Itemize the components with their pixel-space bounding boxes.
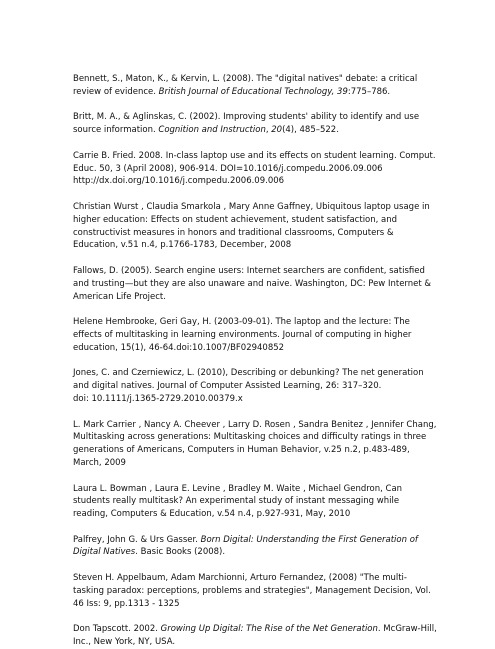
reference-text: :775–786. [347, 86, 391, 97]
reference-line [73, 457, 475, 470]
reference-line [73, 291, 475, 304]
reference-entry [73, 150, 475, 188]
reference-text: Jones, C. and Czerniewicz, L. (2010), Describing or debunking? The net generation [73, 368, 424, 379]
reference-line [73, 201, 475, 214]
reference-text: constructivist measures in honors and traditional classrooms, Computers & [73, 227, 394, 238]
reference-line [73, 73, 475, 86]
reference-line [73, 329, 475, 342]
reference-line [73, 342, 475, 355]
reference-line [73, 175, 475, 188]
reference-line [73, 86, 475, 99]
reference-text: higher education: Effects on student achievement, student satisfaction, and [73, 214, 398, 225]
reference-italic-text: 20 [271, 125, 283, 136]
reference-line [73, 636, 475, 649]
reference-text: L. Mark Carrier , Nancy A. Cheever , Larry D. Rosen , Sandra Benitez , Jennifer Chang, [73, 419, 437, 430]
reference-text: tasking paradox: perceptions, problems and strategies", Management Decision, Vol. [73, 585, 431, 596]
reference-entry [73, 316, 475, 354]
reference-text: Educ. 50, 3 (April 2008), 906-914. DOI=10.1016/j.compedu.2006.09.006 [73, 163, 383, 174]
reference-text: Fallows, D. (2005). Search engine users: Internet searchers are confident, satisfied [73, 265, 425, 276]
reference-text: Bennett, S., Maton, K., & Kervin, L. (2008). The "digital natives" debate: a critical [73, 74, 418, 84]
reference-text: Multitasking across generations: Multitasking choices and difficulty ratings in three [73, 432, 427, 443]
reference-text: education, 15(1), 46-64.doi:10.1007/BF02940852 [73, 342, 285, 353]
reference-entry [73, 572, 475, 610]
reference-line [73, 431, 475, 444]
reference-text: American Life Project. [73, 291, 166, 302]
reference-text: and trusting—but they are also unaware and naive. Washington, DC: Pew Internet & [73, 278, 432, 289]
reference-line [73, 367, 475, 380]
reference-line [73, 508, 475, 521]
reference-text: students really multitask? An experimental study of instant messaging while [73, 496, 400, 507]
reference-line [73, 585, 475, 598]
reference-text: 46 Iss: 9, pp.1313 - 1325 [73, 598, 180, 609]
reference-entry [73, 419, 475, 470]
reference-text: Steven H. Appelbaum, Adam Marchionni, Arturo Fernandez, (2008) "The multi- [73, 573, 407, 584]
reference-entry [73, 201, 475, 252]
reference-line [73, 111, 475, 124]
reference-text: Helene Hembrooke, Geri Gay, H. (2003-09-01). The laptop and the lecture: The [73, 317, 410, 328]
reference-text: Palfrey, John G. & Urs Gasser. [73, 534, 201, 545]
reference-italic-text: Digital Natives [73, 547, 136, 558]
reference-text: and digital natives. Journal of Computer Assisted Learning, 26: 317–320. [73, 381, 382, 392]
reference-line [73, 572, 475, 585]
reference-line [73, 227, 475, 240]
reference-line [73, 124, 475, 137]
reference-text: review of evidence. [73, 86, 159, 97]
reference-line [73, 393, 475, 406]
reference-text: http://dx.doi.org/10.1016/j.compedu.2006.09.006 [73, 176, 285, 187]
reference-line [73, 495, 475, 508]
reference-line [73, 534, 475, 547]
reference-line [73, 623, 475, 636]
reference-text: Don Tapscott. 2002. [73, 624, 161, 635]
reference-line [73, 265, 475, 278]
reference-line [73, 598, 475, 611]
reference-line [73, 278, 475, 291]
reference-text: effects of multitasking in learning environments. Journal of computing in higher [73, 329, 412, 340]
reference-text: generations of Americans, Computers in Human Behavior, v.25 n.2, p.483-489, [73, 445, 410, 456]
reference-line [73, 163, 475, 176]
reference-text: reading, Computers & Education, v.54 n.4, p.927-931, May, 2010 [73, 509, 351, 520]
reference-line [73, 239, 475, 252]
reference-entry [73, 265, 475, 303]
reference-line [73, 483, 475, 496]
reference-italic-text: British Journal of Educational Technology, 39 [158, 86, 348, 97]
reference-text: Carrie B. Fried. 2008. In-class laptop use and its effects on student learning. Comput. [73, 150, 436, 161]
reference-entry [73, 623, 475, 649]
reference-text: Education, v.51 n.4, p.1766-1783, December, 2008 [73, 240, 292, 251]
reference-text: March, 2009 [73, 457, 126, 468]
reference-text: source information. [73, 125, 159, 136]
reference-entry [73, 73, 475, 99]
reference-line [73, 546, 475, 559]
reference-text: (4), 485–522. [282, 125, 339, 136]
reference-line [73, 214, 475, 227]
reference-entry [73, 534, 475, 560]
reference-line [73, 419, 475, 432]
reference-text: doi: 10.1111/j.1365-2729.2010.00379.x [73, 393, 243, 404]
reference-list [73, 73, 475, 649]
reference-text: . Basic Books (2008). [135, 547, 226, 558]
reference-italic-text: Cognition and Instruction [158, 125, 266, 136]
reference-text: Christian Wurst , Claudia Smarkola , Mary Anne Gaffney, Ubiquitous laptop usage in [73, 201, 430, 212]
reference-entry [73, 111, 475, 137]
reference-italic-text: Born Digital: Understanding the First Generation of [200, 534, 418, 545]
reference-entry [73, 367, 475, 405]
reference-line [73, 316, 475, 329]
reference-italic-text: Growing Up Digital: The Rise of the Net Generation [160, 624, 378, 635]
reference-line [73, 444, 475, 457]
reference-text: , [265, 125, 272, 136]
reference-entry [73, 483, 475, 521]
reference-text: Inc., New York, NY, USA. [73, 637, 176, 648]
reference-line [73, 150, 475, 163]
reference-text: Laura L. Bowman , Laura E. Levine , Bradley M. Waite , Michael Gendron, Can [73, 483, 403, 494]
reference-text: . McGraw-Hill, [377, 624, 437, 635]
reference-line [73, 380, 475, 393]
reference-text: Britt, M. A., & Aglinskas, C. (2002). Improving students' ability to identify and use [73, 112, 420, 123]
